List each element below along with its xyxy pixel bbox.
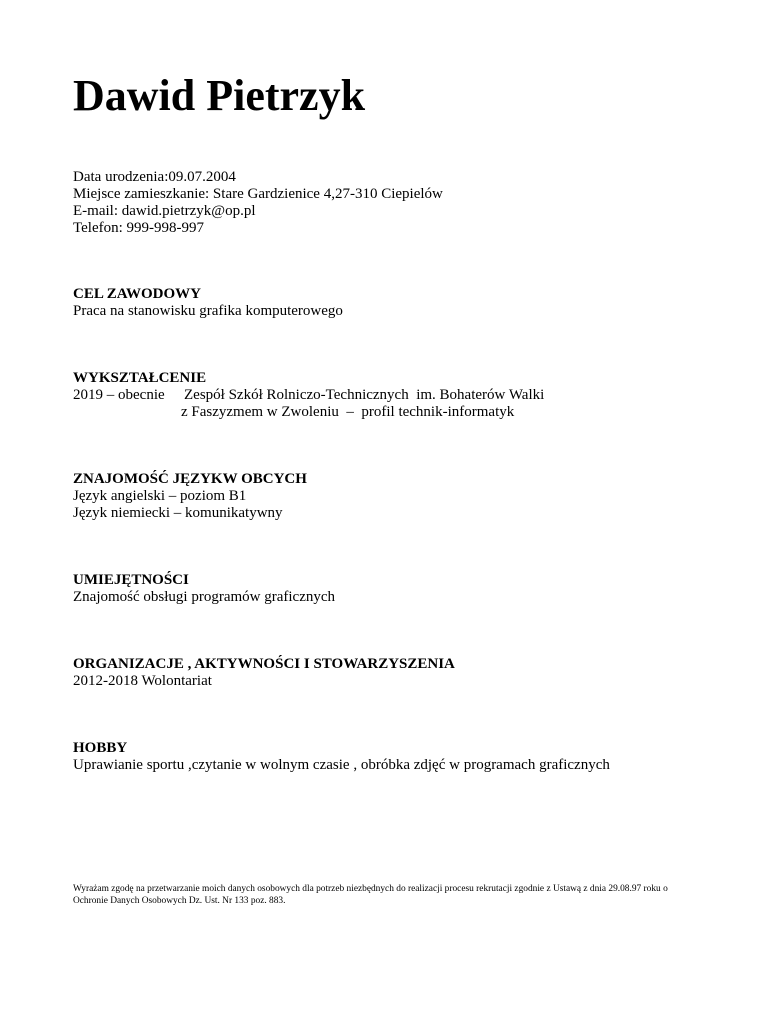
organizations-section [73, 656, 455, 690]
goal-text: Praca na stanowisku grafika komputerowego [73, 303, 343, 319]
skills-heading: UMIEJĘTNOŚCI [73, 572, 189, 588]
goal-section [73, 286, 343, 320]
languages-section [73, 471, 307, 522]
languages-heading: ZNAJOMOŚĆ JĘZYKW OBCYCH [73, 471, 307, 487]
address: Miejsce zamieszkanie: Stare Gardzienice 4,27-310 Ciepielów [73, 186, 443, 202]
hobby-section [73, 740, 610, 774]
hobby-heading: HOBBY [73, 740, 128, 756]
skills-section [73, 572, 335, 606]
education-school-continued: z Faszyzmem w Zwoleniu – profil technik-informatyk [181, 404, 515, 420]
candidate-name: Dawid Pietrzyk [73, 71, 366, 120]
language-item: Język niemiecki – komunikatywny [73, 505, 283, 521]
goal-heading: CEL ZAWODOWY [73, 286, 201, 302]
phone: Telefon: 999-998-997 [73, 220, 205, 236]
gdpr-consent-clause: Wyrażam zgodę na przetwarzanie moich danych osobowych dla potrzeb niezbędnych do realizacji procesu rekrutacji zgodnie z Ustawą z dnia 29.08.97 roku o Ochronie Danych Osobowych Dz. Ust. Nr 133 poz. 883. [73, 884, 668, 906]
email: E-mail: dawid.pietrzyk@op.pl [73, 203, 256, 219]
hobby-text: Uprawianie sportu ,czytanie w wolnym czasie , obróbka zdjęć w programach graficznych [73, 757, 610, 773]
education-school: Zespół Szkół Rolniczo-Technicznych im. Bohaterów Walki [184, 387, 545, 403]
language-item: Język angielski – poziom B1 [73, 488, 247, 504]
organizations-heading: ORGANIZACJE , AKTYWNOŚCI I STOWARZYSZENIA [73, 656, 455, 672]
skills-text: Znajomość obsługi programów graficznych [73, 589, 336, 605]
education-entry [73, 387, 544, 404]
personal-info [73, 169, 443, 237]
education-period: 2019 – obecnie [73, 387, 165, 403]
organizations-text: 2012-2018 Wolontariat [73, 673, 212, 689]
birth-date: Data urodzenia:09.07.2004 [73, 169, 236, 185]
education-section [73, 370, 544, 421]
education-heading: WYKSZTAŁCENIE [73, 370, 207, 386]
